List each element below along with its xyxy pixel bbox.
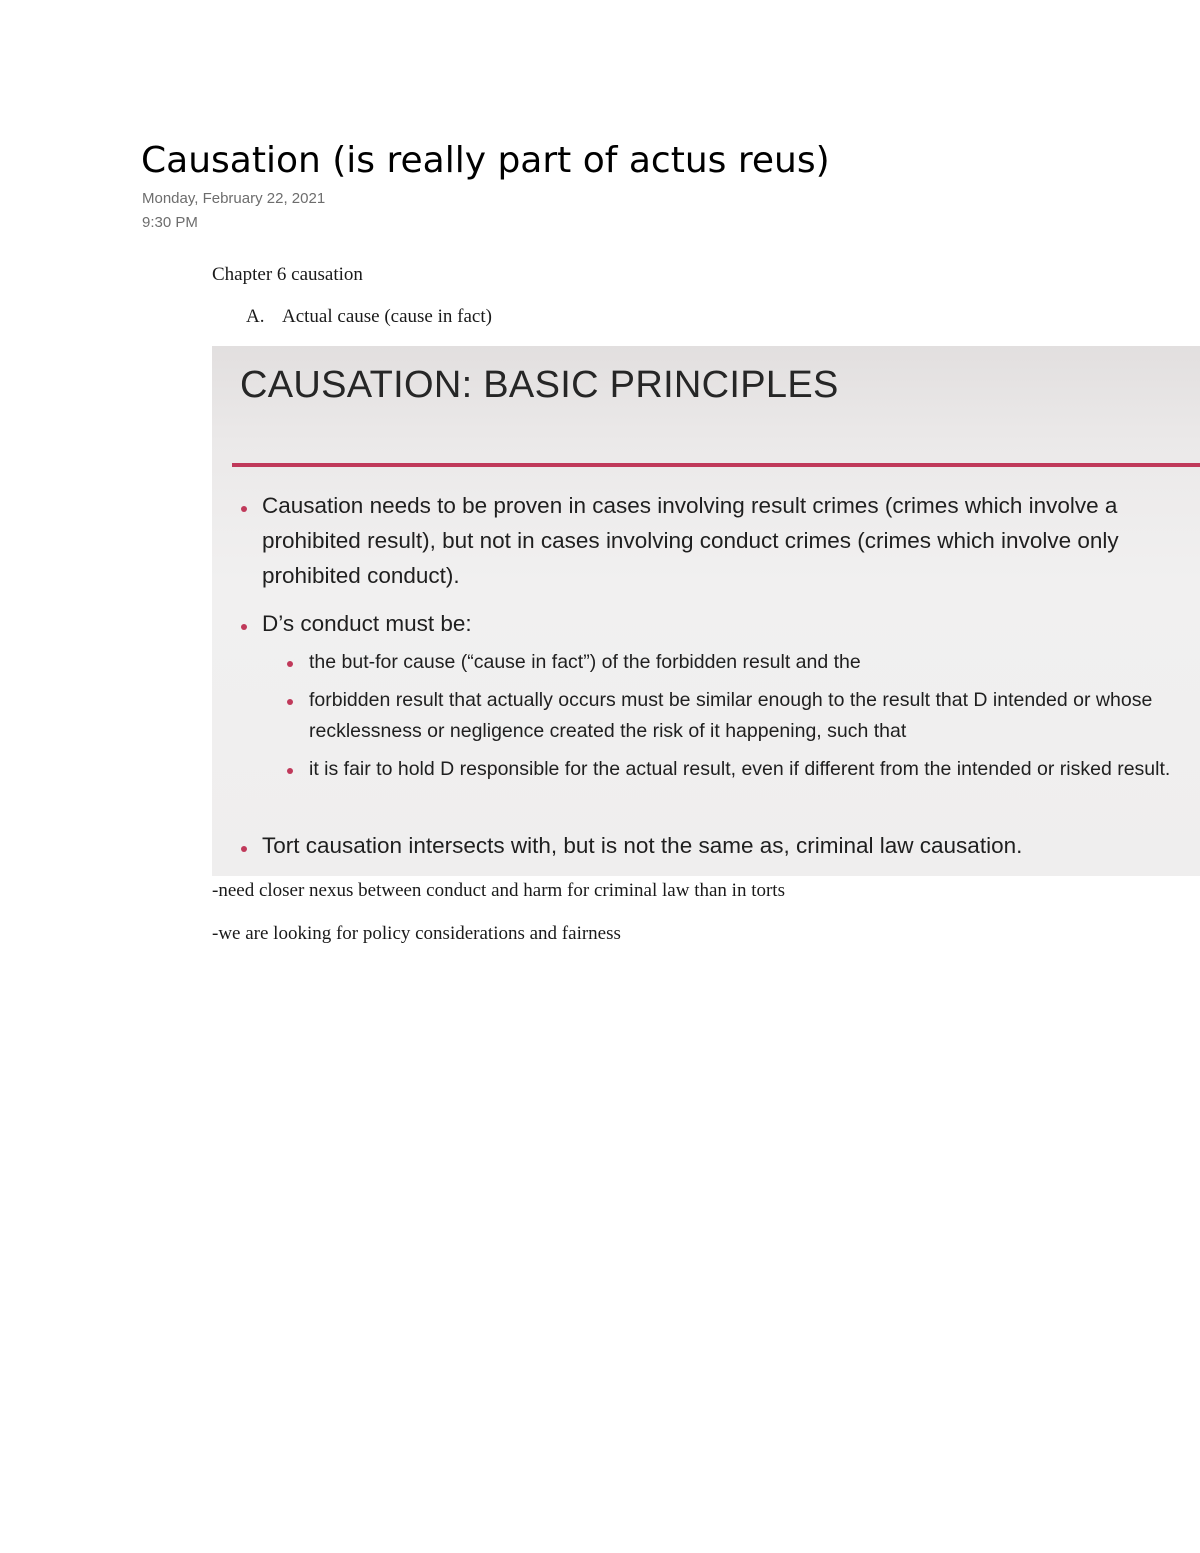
page-time: 9:30 PM [142,214,198,231]
sub-bullet-dot-icon [287,699,293,705]
note-line: -we are looking for policy considerations and fairness [212,923,621,944]
outline-item [246,306,492,328]
slide-image [212,346,1200,876]
page-date: Monday, February 22, 2021 [142,190,326,207]
sub-bullet-dot-icon [287,661,293,667]
slide-sub-bullet: forbidden result that actually occurs must be similar enough to the result that D intended or whose recklessness or negligence created the risk of it happening, such that [309,689,1153,742]
note-line: -need closer nexus between conduct and harm for criminal law than in torts [212,880,785,901]
slide-sub-bullet: the but-for cause (“cause in fact”) of the forbidden result and the [309,651,861,673]
slide-bullet: Causation needs to be proven in cases involving result crimes (crimes which involve a prohibited result), but not in cases involving conduct crimes (crimes which involve only prohibited conduct). [262,493,1119,588]
slide-sub-bullet: it is fair to hold D responsible for the actual result, even if different from the intended or risked result. [309,758,1171,780]
bullet-dot-icon [241,846,247,852]
outline-marker: A. [246,306,265,327]
chapter-heading: Chapter 6 causation [212,264,363,285]
outline-text: Actual cause (cause in fact) [282,306,492,327]
slide-bullet-list [212,346,1200,876]
bullet-dot-icon [241,624,247,630]
sub-bullet-dot-icon [287,768,293,774]
slide-bullet: Tort causation intersects with, but is not the same as, criminal law causation. [262,833,1023,858]
page-title: Causation (is really part of actus reus) [141,140,830,181]
bullet-dot-icon [241,506,247,512]
slide-title: CAUSATION: BASIC PRINCIPLES [240,364,839,406]
slide-bullet: D’s conduct must be: [262,611,472,636]
